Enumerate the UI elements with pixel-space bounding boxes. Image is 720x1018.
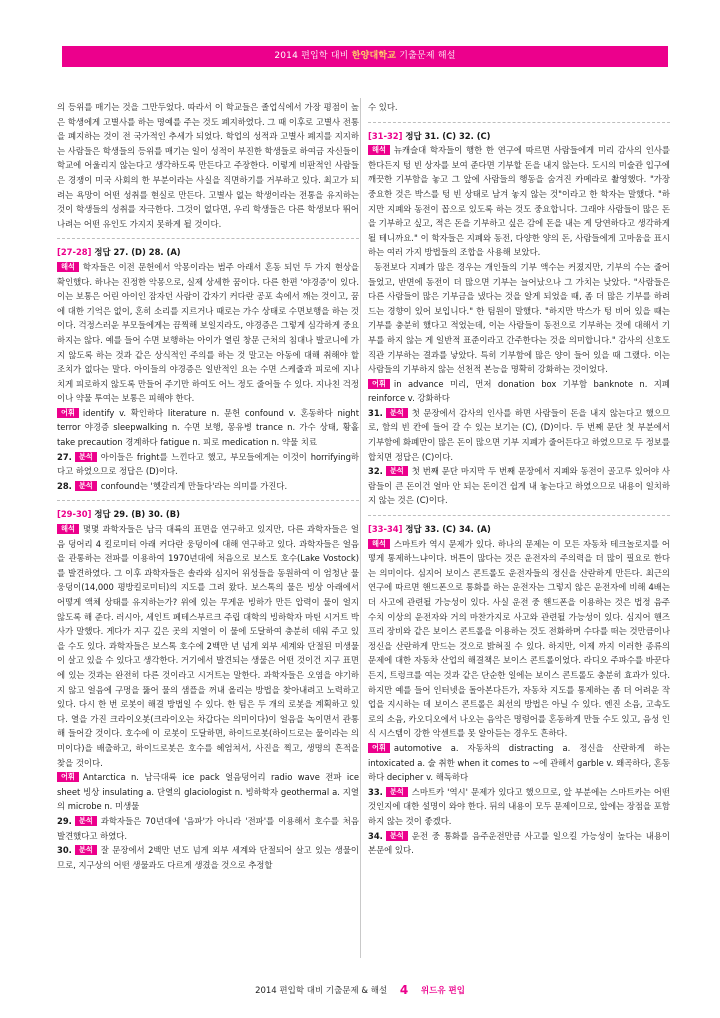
question-number: 33. bbox=[368, 786, 383, 797]
question-number: 29. bbox=[57, 815, 72, 826]
translation-tag: 해석 bbox=[368, 539, 390, 549]
section-heading-33-34 bbox=[368, 522, 670, 537]
section-separator bbox=[57, 500, 359, 501]
column-divider bbox=[360, 98, 361, 958]
section-heading-31-32 bbox=[368, 129, 670, 144]
analysis-tag: 분석 bbox=[386, 831, 408, 841]
header-school: 한양대학교 bbox=[351, 51, 397, 61]
answer-key: 정답 31. (C) 32. (C) bbox=[405, 130, 491, 141]
analysis-tag: 분석 bbox=[386, 466, 408, 476]
analysis-tag: 분석 bbox=[75, 481, 97, 491]
question-number: 34. bbox=[368, 830, 383, 841]
translation-paragraph bbox=[57, 522, 359, 770]
question-explanation bbox=[57, 843, 359, 872]
header-prefix: 2014 편입학 대비 bbox=[274, 51, 352, 61]
analysis-tag: 분석 bbox=[75, 452, 97, 462]
question-explanation bbox=[57, 450, 359, 479]
publisher-name: 위드유 편입 bbox=[420, 986, 465, 996]
answer-key: 정답 33. (C) 34. (A) bbox=[405, 524, 491, 535]
answer-key: 정답 27. (D) 28. (A) bbox=[94, 247, 181, 258]
section-range: [29-30] bbox=[57, 509, 92, 520]
explanation-text: 스마트카 '역시' 문제가 있다고 했으므로, 앞 부분에는 스마트카는 어떤 것인지에 대한 설명이 와야 한다. 뒤의 내용이 모두 문제이므로, 앞에는 장점을 포함하지 않는 것이 좋겠다. bbox=[368, 786, 670, 826]
vocabulary-paragraph bbox=[57, 770, 359, 814]
translation-paragraph bbox=[368, 537, 670, 741]
section-separator bbox=[368, 515, 670, 516]
intro-paragraph: 의 등위를 매기는 것을 그만두었다. 따라서 이 학교들은 졸업식에서 가장 평점이 높은 학생에게 고별사를 하는 명예를 주는 것도 폐지하였다. 그 때 이후로 고별사 전통을 폐지하는 것이 전 국가적인 추세가 되었다. 학업의 성적과 고별사 폐지를 지지하는 사람들은 학생들의 등위를 매기는 일이 성적이 부진한 학생들로 하여금 자신들이 학교에 어울리지 않는다고 생각하도록 만든다고 주장한다. 이렇게 비판적인 사람들은 경쟁이 미국 사회의 한 부분이라는 사실을 직면하기를 거부하고 있다. 최고가 되려는 욕망이 어떤 성취를 현실로 만든다. 고별사 없는 학생이라는 전통을 유지하는 것이 학생들의 성취를 자극한다. 그것이 없다면, 우리 학생들은 다른 학생보다 뛰어나려는 어떤 유인도 가지지 못하게 될 것이다. bbox=[57, 102, 359, 229]
vocabulary-paragraph bbox=[368, 377, 670, 406]
question-number: 28. bbox=[57, 480, 72, 491]
header-suffix: 기출문제 해설 bbox=[396, 51, 456, 61]
question-explanation bbox=[368, 829, 670, 858]
translation-tag: 해석 bbox=[368, 145, 390, 155]
explanation-text: 과학자들은 70년대에 '음파'가 아니라 '전파'를 이용해서 호수를 처음 발견했다고 하였다. bbox=[57, 815, 359, 841]
vocabulary-text: automotive a. 자동차의 distracting a. 정신을 산란하게 하는 intoxicated a. 술 취한 when it comes to ~에 관해서 garble v. 왜곡하다, 혼동하다 decipher v. 해독하다 bbox=[368, 742, 670, 783]
explanation-text: confound는 '헷갈리게 만들다'라는 의미를 가진다. bbox=[100, 480, 288, 491]
translation-paragraph bbox=[368, 143, 670, 260]
translation-tag: 해석 bbox=[57, 524, 79, 534]
translation-tag: 해석 bbox=[57, 262, 79, 272]
question-number: 31. bbox=[368, 407, 383, 418]
section-heading-27-28 bbox=[57, 245, 359, 260]
analysis-tag: 분석 bbox=[75, 845, 97, 855]
explanation-text: 잘 문장에서 2백만 년도 넘게 외부 세계와 단절되어 살고 있는 생물이므로, 지구상의 어떤 생물과도 다르게 생겼을 것으로 추정할 bbox=[57, 845, 359, 870]
header-banner bbox=[62, 46, 668, 67]
translation-text: 스마트카 역시 문제가 있다. 하나의 문제는 이 모든 자동차 테크놀로지를 어떻게 통제하느냐이다. 버튼이 많다는 것은 운전자의 주의력을 더 많이 필요로 한다는 의미이다. 심지어 보이스 콘트롤도 운전자들의 정신을 산란하게 만든다. 최근의 연구에 따르면 핸드폰으로 통화를 하는 운전자는 그렇지 않은 운전자에 비해 4배는 더 사고에 관련될 가능성이 있다. 사실 운전 중 핸드폰을 이용하는 것은 법정 음주 수치 이상의 운전자와 거의 마찬가지로 사고와 관련될 가능성이 있다. 심지어 핸즈프리 장비와 같은 보이스 콘트롤을 이용하는 것도 전화하며 수다를 떠는 것만큼이나 정신을 산란하게 만드는 것으로 밝혀질 수 있다. 하지만, 이제 까지 이러한 종류의 문제에 대한 자동차 산업의 해결책은 보이스 콘트롤이었다. 라디오 주파수를 바꾼다든지, 트렁크를 여는 것과 같은 단순한 일에는 보이스 콘트롤도 충분히 효과가 있다. 하지만 예를 들어 인터넷을 돌아본다든가, 자동차 지도를 통제하는 좀 더 어려운 작업을 지시하는 데 보이스 콘트롤은 최선의 방법은 아닐 수 있다. 엔진 소음, 고속도로의 소음, 카오디오에서 나오는 음악은 명령어를 혼동하게 만들 수도 있고, 음성 인식 시스템이 강한 악센트를 못 알아듣는 경우도 흔하다. bbox=[368, 538, 670, 739]
page-number: 4 bbox=[399, 983, 409, 997]
analysis-tag: 분석 bbox=[386, 408, 408, 418]
vocabulary-paragraph bbox=[368, 741, 670, 785]
translation-paragraph-2: 동전보다 지폐가 많은 경우는 개인들의 기부 액수는 커졌지만, 기부의 수는 줄어들었고, 반면에 동전이 더 많으면 기부는 늘어났으나 그 가치는 낮았다. "사람들은 다른 사람들이 많은 기부금을 냈다는 것을 알게 되었을 때, 좀 더 많은 기부를 하려드는 경향이 있어 보입니다." 한 팀원이 말했다. "하지만 박스가 텅 비어 있을 때는 기부를 충분히 했다고 적었는데, 이는 사람들이 동전으로 기부하는 것에 대해서 기부를 하지 않는 게 일반적 표준이라고 간주한다는 것을 의미합니다." 감사의 신호도 직관 기부하는 결과를 낳았다. 특히 기부함에 많은 양이 들어 있을 때 그랬다. 이는 사람들의 기부하지 않는 선천적 본능을 명확히 강화하는 것이었다. bbox=[368, 261, 670, 375]
vocabulary-tag: 어휘 bbox=[368, 743, 390, 753]
analysis-tag: 분석 bbox=[75, 816, 97, 826]
translation-text: 몇몇 과학자들은 남극 대륙의 표면을 연구하고 있지만, 다른 과학자들은 얼음 덩어리 4 킬로미터 아래 커다란 웅덩이에 대해 연구하고 있다. 과학자들은 얼음을 관통하는 전파를 이용하여 1970년대에 처음으로 보스토 호수(Lake Vostock)를 발견하였다. 그 이후 과학자들은 솔라와 심지어 위성들을 동원하여 이 엄청난 물웅덩이(14,000 평방킬로미터)의 지도를 그려 왔다. 보스톡의 물은 빙상 아래에서 어떻게 액체 상태를 유지하는가? 위에 있는 무게운 빙하가 만든 압력이 물이 얼지 않도록 해 준다. 러시아, 세인트 페테스부르크 주립 대학의 빙하학자 마틴 시거트 박사가 말했다. 게다가 지구 깊은 곳의 지열이 이 물에 도달하여 충분히 데워 주고 있을 수도 있다. 과학자들은 보스톡 호수에 2백만 년 넘게 외부 세계와 단절된 미생물이 살고 있을 수 있다고 생각한다. 거기에서 발견되는 생물은 어떤 것이건 지구 표면에 있는 것과는 완전히 다른 것이라고 시거트는 말한다. 과학자들은 오염을 야기하지 않고 얼음에 구멍을 뚫어 물의 샘플을 꺼내 올리는 방법을 찾아내려고 노력하고 있다. 다시 한 번 로봇이 해결 방법일 수 있다. 한 팀은 두 개의 로봇을 계획하고 있다. 열을 가진 크라이오봇(크라이오는 차갑다는 의미이다)이 얼음을 녹이면서 관통해 들어갈 것이다. 호수에 이 로봇이 도달하면, 하이드로봇(하이드로는 물이라는 의미이다)을 배출하고, 하이드로봇은 호수를 헤엄쳐서, 사진을 찍고, 생명의 흔적을 찾을 것이다. bbox=[57, 524, 359, 768]
section-range: [31-32] bbox=[368, 130, 403, 141]
section-range: [27-28] bbox=[57, 247, 92, 258]
explanation-text: 아이들은 fright를 느낀다고 했고, 부모들에게는 이것이 horrifying하다고 하였으므로 정답은 (D)이다. bbox=[57, 451, 359, 477]
vocabulary-tag: 어휘 bbox=[57, 408, 79, 418]
explanation-text: 첫 번째 문단 마지막 두 번째 문장에서 지폐와 동전이 골고루 있어야 사람들이 큰 돈이건 얼마 안 되는 돈이건 쉽게 내 놓는다고 하였으므로 내용이 일치하지 않는 것은 (C)이다. bbox=[368, 466, 670, 506]
page-footer bbox=[0, 983, 720, 997]
answer-key: 정답 29. (B) 30. (B) bbox=[94, 509, 180, 520]
question-explanation bbox=[57, 814, 359, 843]
left-column bbox=[57, 100, 359, 872]
vocabulary-text: identify v. 확인하다 literature n. 문헌 confound v. 혼동하다 night terror 야경증 sleepwalking n. 수면 보행, 몽유병 trance n. 가수 상태, 황홀 take precaution 경계하다 fatigue n. 피로 medication n. 약물 치료 bbox=[57, 407, 359, 448]
right-column bbox=[368, 100, 670, 858]
translation-paragraph bbox=[57, 260, 359, 406]
question-explanation bbox=[368, 464, 670, 508]
question-explanation bbox=[57, 479, 359, 494]
analysis-tag: 분석 bbox=[386, 787, 408, 797]
continuation-text: 수 있다. bbox=[368, 102, 398, 112]
vocabulary-text: Antarctica n. 남극대륙 ice pack 얼음덩어리 radio wave 전파 ice sheet 빙상 insulating a. 단열의 glaciologist n. 빙하학자 geothermal a. 지열의 microbe n. 미생물 bbox=[57, 772, 359, 812]
section-heading-29-30 bbox=[57, 507, 359, 522]
translation-text: 뉴캐슬대 학자들이 행한 한 연구에 따르면 사람들에게 미리 감사의 인사를 한다든지 텅 빈 상자를 보여 준다면 기부할 돈을 내지 않는다. 도시의 미술관 입구에 깨끗한 기부함을 놓고 그 앞에 사람들의 행동을 숨겨진 카메라로 촬영했다. "가장 중요한 것은 박스를 텅 빈 상태로 남겨 놓지 않는 것"이라고 한 학자는 말했다. "하지만 지폐와 동전이 꼽으로 있도록 하는 것도 중요합니다. 그래야 사람들이 많은 돈을 기부하고 싶고, 적은 돈을 기부하고 싶은 감에 돈을 내는 게 당연하다고 생각하게 될 테니까요." 이 학자들은 지폐와 동전, 다양한 양의 돈, 사람들에게 고마움을 표시하는 여러 가지 방법들의 조합을 사용해 보았다. bbox=[368, 145, 670, 258]
question-number: 30. bbox=[57, 845, 72, 856]
section-separator bbox=[368, 122, 670, 123]
vocabulary-tag: 어휘 bbox=[57, 772, 79, 782]
vocabulary-paragraph bbox=[57, 406, 359, 450]
footer-title: 2014 편입학 대비 기출문제 & 해설 bbox=[255, 986, 388, 996]
explanation-text: 첫 문장에서 감사의 인사를 하면 사람들이 돈을 내지 않는다고 했으므로, 함의 빈 칸에 들어 갈 수 있는 보기는 (C), (D)이다. 두 번째 문단 첫 부분에서 기부함에 화폐만이 많은 돈이 많으면 기부 지폐가 줄어든다고 하였으므로 두 정보를 합치면 정답은 (C)이다. bbox=[368, 407, 670, 462]
section-separator bbox=[57, 238, 359, 239]
translation-text: 학자들은 이전 문헌에서 악몽이라는 범주 아래서 혼동 되던 두 가지 현상을 확인했다. 하나는 진정한 악몽으로, 실제 상세한 꿈이다. 다른 한편 '야경증'이 있다. 이는 보통은 어린 아이인 잠자던 사람이 갑자기 커다란 공포 속에서 깨는 것이고, 꿈에 대한 기억은 없이, 혼히 소리를 지르거나 때로는 가수 상태로 수면보행을 하는 것이다. 걱정스러운 부모들에게는 끔찍해 보일지라도, 야경증은 그렇게 심각하게 중요하지는 않다. 예를 들어 수면 보행하는 아이가 열린 창문 근처의 침대나 발코니에 가지 않도록 하는 것과 같은 상식적인 주의를 하는 것 말고는 아동에 대해 취해야 할 조치가 없다는 말다. 아이들의 야경증은 일반적인 요는 수면 스케줄과 피로에 지나치게 피로하지 않도록 만들어 주기만 하여도 어느 정도 줄어들 수 있다. 지나친 걱정이나 약물 투여는 보통은 피해야 한다. bbox=[57, 261, 359, 404]
explanation-text: 운전 중 통화를 음주운전만큼 사고를 일으킬 가능성이 높다는 내용이 본문에 있다. bbox=[368, 830, 670, 856]
question-number: 32. bbox=[368, 466, 383, 477]
question-number: 27. bbox=[57, 451, 72, 462]
section-range: [33-34] bbox=[368, 524, 403, 535]
vocabulary-tag: 어휘 bbox=[368, 379, 390, 389]
question-explanation bbox=[368, 785, 670, 829]
question-explanation bbox=[368, 406, 670, 464]
vocabulary-text: in advance 미리, 먼저 donation box 기부함 banknote n. 지폐 reinforce v. 강화하다 bbox=[368, 378, 670, 404]
